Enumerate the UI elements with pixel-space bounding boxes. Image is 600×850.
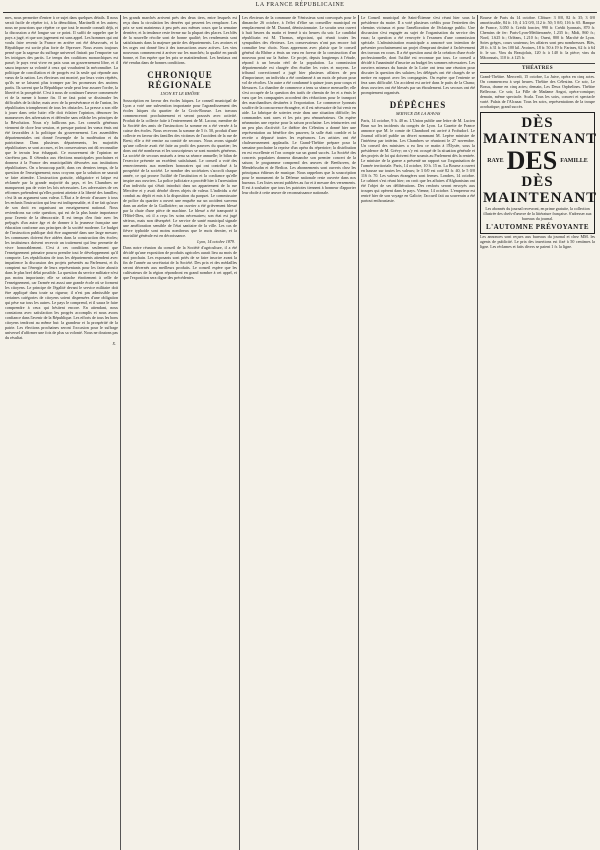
section-heading: CHRONIQUE RÉGIONALE <box>147 70 213 90</box>
article-text: les grands marchés arrivent près des deux tiers, entre lesquels est reçu dans la circulation les denrées qui peuvent les remplacer. Les prix se sont maintenus à peu près aux mêmes cours que la semaine dernière, et la tendance reste ferme sur la plupart des places. Les blés de la nouvelle récolte sont de bonne qualité; les rendements sont satisfaisants dans la majeure partie des départements. Les avoines et les orges ont donné lieu à des transactions assez actives. Les vins nouveaux commencent à arriver sur les marchés; la qualité en paraît bonne, et l'on espère que les prix se maintiendront. Les bestiaux ont été vendus dans de bonnes conditions. <box>123 15 237 65</box>
ad-center-row <box>483 147 592 174</box>
article-text: Bourse de Paris du 14 octobre. Clôture: 3 0/0, 82 fr. 35; 3 0/0 amortissable, 84 fr. 10; 4 1/2 0/0, 112 fr. 50; 5 0/0, 116 fr. 65. Banque de France, 3.050 fr. Crédit foncier, 990 fr. Crédit lyonnais, 870 fr. Chemins de fer: Paris-Lyon-Méditerranée, 1.235 fr.; Midi, 860 fr.; Nord, 1.625 fr.; Orléans, 1.210 fr.; Ouest, 800 fr. Marché de Lyon. Soies grèges, cours soutenus; les affaires sont peu nombreuses. Blés, 28 fr. à 31 fr. les 100 kil. Avoines, 18 fr. 50 à 19 fr. Farines, 62 fr. à 64 fr. le sac. Vins du Beaujolais, 120 fr. à 140 fr. la pièce; vins du Mâconnais, 110 fr. à 125 fr. <box>480 15 595 60</box>
section-heading: THÉATRES <box>480 63 595 73</box>
column-1 <box>3 15 121 850</box>
article-text: Grand-Théâtre. Mercredi, 15 octobre, La Juive, opéra en cinq actes. On commencera à sept heures. Théâtre des Célestins. Ce soir, Le Bossu, drame en cinq actes; demain, Les Deux Orphelines. Théâtre Bellecour. Ce soir, La Fille de Madame Angot, opéra-comique; demain, même spectacle. Scala. Tous les soirs, concert et spectacle varié. Palais de l'Alcazar. Tous les soirs, représentations de la troupe acrobatique; grand succès. <box>480 74 595 109</box>
ad-side-right: FAMILLE <box>560 157 588 164</box>
section-heading: DÉPÊCHES <box>389 100 447 110</box>
article-text: Les électeurs de la commune de Vénissieux sont convoqués pour le dimanche 26 octobre, à l'effet d'élire un conseiller municipal en remplacement de M. Durand, démissionnaire. Le scrutin sera ouvert à huit heures du matin et fermé à six heures du soir. Le candidat républicain est M. Thomas, négociant, qui réunit toutes les sympathies des électeurs. Les conservateurs n'ont pas encore fait connaître leur choix. Nous apprenons avec plaisir que le conseil général du Rhône a émis un vœu en faveur de la construction d'un nouveau pont sur la Saône. Ce projet, depuis longtemps à l'étude, répond à un besoin réel de la population. La commission départementale est chargée d'en étudier les voies et moyens. Le tribunal correctionnel a jugé hier plusieurs affaires de peu d'importance; un individu a été condamné à un mois de prison pour vol de récoltes. Un autre a été condamné à quinze jours pour coups et blessures. La chambre de commerce a tenu sa séance mensuelle; elle s'est occupée de la question des tarifs de chemin de fer et a émis le vœu que les compagnies accordent des réductions pour le transport des marchandises destinées à l'exportation. Le commerce lyonnais souffre de la concurrence étrangère, et il est nécessaire de lui venir en aide. La fabrique de soieries reste dans une situation difficile; les commandes sont rares et les prix peu rémunérateurs. On espère néanmoins une reprise pour la saison prochaine. Les teintureries ont un peu plus d'activité. Le théâtre des Célestins a donné hier une représentation au bénéfice des pauvres; la salle était comble et la recette a dépassé toutes les espérances. Les artistes ont été chaleureusement applaudis. Le Grand-Théâtre prépare pour la semaine prochaine la reprise d'un opéra du répertoire; la distribution en est excellente et l'on compte sur un grand succès. La Société des concerts populaires donnera dimanche son premier concert de la saison; le programme comprend des œuvres de Beethoven, de Mendelssohn et de Berlioz. Les abonnements sont ouverts chez les principaux éditeurs de musique. Nous rappelons que la souscription pour le monument de la Défense nationale reste ouverte dans nos bureaux. Les listes seront publiées au fur et à mesure des versements. Il est à souhaiter que tous les patriotes tiennent à honneur d'apporter leur obole à cette œuvre de reconnaissance nationale. <box>242 15 356 195</box>
section-subheading: LYON ET LE RHÔNE <box>160 91 200 96</box>
ad-footer-title: L'AUTOMNE PRÉVOYANTE <box>485 223 589 231</box>
column-5 <box>478 15 597 850</box>
ad-headline-bottom: DÈS MAINTENANT <box>483 174 597 206</box>
article-text: Les annonces sont reçues aux bureaux du journal et chez MM. les agents de publicité. Le prix des insertions est fixé à 50 centimes la ligne. Les réclames et faits divers se paient 1 fr. la ligne. <box>480 234 595 249</box>
columns <box>3 15 597 850</box>
signature-line: X. <box>112 341 116 346</box>
ad-headline-huge: DES <box>506 146 558 175</box>
signature-line: Lyon, 14 octobre 1879. <box>197 239 235 244</box>
ad-headline-top: DÈS MAINTENANT <box>483 115 597 147</box>
article-text: Dans notre réunion du conseil de la Société d'agriculture, il a été décidé qu'une exposition de produits agricoles aurait lieu au mois de mai prochain. Les exposants sont priés de se faire inscrire avant la fin de l'année au secrétariat de la Société. Des prix et des médailles seront décernés aux meilleurs produits. Le conseil espère que les cultivateurs de la région répondront en grand nombre à cet appel, et que l'exposition sera digne des précédentes. <box>123 245 237 280</box>
ad-body-text: Les abonnés du journal recevront, en prime gratuite, la collection illustrée des chefs-d'œuvre de la littérature française. S'adresser aux bureaux du journal. <box>483 206 592 221</box>
section-subheading: SERVICE DE LA HAVAS <box>395 111 441 116</box>
column-3 <box>240 15 359 850</box>
article-text: Paris, 14 octobre, 9 h. 40 m. L'Union publie une lettre de M. Lucien Brun sur les incidents du congrès de Lyon. La Gazette de France annonce que M. le comte de Chambord est arrivé à Frohsdorf. Le Journal officiel publie un décret nommant M. Lepère ministre de l'intérieur par intérim. Les Chambres se réuniront le 27 novembre. Un conseil des ministres a eu lieu ce matin à l'Élysée, sous la présidence de M. Grévy; on s'y est occupé de la situation générale et des projets de loi qui doivent être soumis au Parlement dès la rentrée. Le ministre de la guerre a présenté un rapport sur l'organisation de l'armée territoriale. Paris, 14 octobre, 10 h. 15 m. La Bourse a ouvert en hausse sur toutes les valeurs; le 3 0/0 est coté 82 fr. 40, le 5 0/0 116 fr. 70. Les valeurs étrangères sont fermes. Londres, 14 octobre. Le cabinet s'est réuni hier; on croit que les affaires d'Afghanistan ont été l'objet de ses délibérations. Des renforts seront envoyés aux troupes qui opèrent dans le pays. Vienne, 14 octobre. L'empereur est rentré hier de son voyage en Galicie; l'accueil fait au souverain a été partout enthousiaste. <box>361 118 475 203</box>
ad-side-left: RAYE <box>487 157 504 164</box>
article-text: mes, nous permettre d'entrer à ce sujet dans quelques détails. Il nous serait facile de répéter ici, à la démolition, Martinelli et les autres; nous ne pourrions que répéter ce que tout le monde connaît déjà, et la discussion a été longue sur ce point. Il suffit de rappeler que le pays a jugé, et que son jugement est sans appel. Les hommes qui ont voulu faire revenir la France en arrière ont été désavoués, et la République est sortie plus forte de l'épreuve. Nous avons toujours pensé que la sagesse du suffrage universel finirait par l'emporter sur les intrigues des partis. Le temps des coalitions monarchiques est passé; le pays veut vivre en paix sous un gouvernement libre, et il saura imposer sa volonté à ceux qui voudraient la méconnaître. La politique de conciliation et de progrès est la seule qui réponde aux vœux de la nation. Les électeurs ont montré, par leurs votes répétés, qu'ils ne se laissent plus tromper par les promesses des anciens partis. Ils savent que la République seule peut leur assurer l'ordre, la liberté et la prospérité. C'est à nous de continuer l'œuvre commencée et de la mener à bonne fin. Il ne faut point se dissimuler les difficultés de la tâche; mais avec de la persévérance et de l'union, les républicains triompheront de tous les obstacles. La presse a son rôle à jouer dans cette lutte: elle doit éclairer l'opinion, dénoncer les manœuvres des adversaires et défendre sans relâche les principes de la Révolution. Nous n'y faillirons pas. Les conseils généraux viennent de clore leur session, et presque partout les vœux émis ont été favorables à la politique du gouvernement. Les assemblées départementales ont donné l'exemple de la modération et du patriotisme. Dans plusieurs départements, les majorités républicaines se sont accrues, et les conservateurs ont dû reconnaître que le terrain leur échappait. Ce mouvement de l'opinion ne s'arrêtera pas. Il s'étendra aux élections municipales prochaines et donnera à la France des municipalités dévouées aux institutions républicaines. On a beaucoup parlé, dans ces derniers temps, de la question de l'enseignement; nous croyons que la solution ne saurait se faire attendre. L'instruction gratuite, obligatoire et laïque est réclamée par la grande majorité du pays, et les Chambres ne manqueront pas de voter les lois nécessaires. Les adversaires de ces réformes prétendent qu'elles portent atteinte à la liberté des familles; c'est là un argument sans valeur. L'État a le devoir d'assurer à tous les enfants l'instruction qui leur est indispensable, et il ne fait qu'user de son droit en organisant un enseignement national. Nous reviendrons sur cette question, qui est de la plus haute importance pour l'avenir de la démocratie. Il est temps d'en finir avec les préjugés d'un autre âge et de donner à la jeunesse française une éducation conforme aux principes de la société moderne. Le budget de l'instruction publique doit être augmenté dans une large mesure; les communes doivent être aidées dans la construction des écoles; les instituteurs doivent recevoir un traitement qui leur permette de vivre honorablement. C'est à ces conditions seulement que l'enseignement primaire pourra prendre tout le développement qu'il comporte. Les républicains de tous les départements attendent avec impatience la discussion des projets présentés au Parlement, et ils comptent sur l'énergie de leurs représentants pour les faire aboutir dans le plus bref délai possible. La question du service militaire n'est pas moins importante; elle se rattache étroitement à celle de l'enseignement, car l'armée est aussi une grande école où se forment les citoyens. Le principe de l'égalité devant le service militaire doit être appliqué dans toute sa rigueur; il n'est pas admissible que certaines catégories de citoyens soient dispensées d'une obligation qui pèse sur tous les autres. Le pays le comprend, et il saura le faire comprendre à ceux qui hésitent encore. En attendant, nous constatons avec satisfaction les progrès accomplis et nous avons confiance dans l'avenir de la République. Les efforts de tous les bons citoyens tendront au même but: la grandeur et la prospérité de la patrie. Les élections prochaines seront l'occasion pour le suffrage universel d'affirmer une fois de plus sa volonté. Nous ne doutons pas du résultat. <box>5 15 118 340</box>
article-text: Le Conseil municipal de Saint-Étienne s'est réuni hier sous la présidence du maire. Il a voté plusieurs crédits pour l'entretien des chemins vicinaux et pour l'amélioration de l'éclairage public. Une discussion s'est engagée au sujet de l'organisation du service des eaux; la question a été renvoyée à l'examen d'une commission spéciale. L'administration municipale a annoncé son intention de présenter prochainement un projet d'emprunt destiné à l'achèvement des travaux en cours. Il a été question aussi de la création d'une école professionnelle, dont l'utilité est reconnue par tous. Le conseil a décidé à l'unanimité d'inscrire au budget les sommes nécessaires. Les ouvriers mineurs du bassin de la Loire ont tenu une réunion pour discuter la question des salaires; les délégués ont été chargés de se mettre en rapport avec les compagnies. On espère que l'entente se fera sans difficulté. Un accident est arrivé dans le puits de la Chana; deux ouvriers ont été blessés par un éboulement. Les secours ont été promptement organisés. <box>361 15 475 95</box>
column-4 <box>359 15 478 850</box>
advertisement <box>480 112 595 234</box>
column-2 <box>121 15 240 850</box>
masthead: LA FRANCE RÉPUBLICAINE <box>3 2 597 13</box>
article-text: Souscription en faveur des écoles laïques. Le conseil municipal de Lyon a voté une subvention importante pour l'agrandissement des écoles laïques du quartier de la Croix-Rousse. Les travaux commenceront prochainement et seront poussés avec activité. Produit de la collecte faite à l'enterrement de M. Lacour, membre de la Société des amis de l'instruction: la somme en a été versée à la caisse des écoles. Nous recevons la somme de 5 fr. 50, produit d'une collecte en faveur des familles des victimes de l'accident de la rue de Brest; elle a été remise au comité de secours. Nous avons signalé qu'une collecte avait été faite au profit des pauvres du quartier; les dons ont été nombreux et les souscripteurs se sont montrés généreux. La société de secours mutuels a tenu sa séance annuelle; le bilan de l'exercice présente un excédent satisfaisant. Le conseil a voté des remerciements aux membres honoraires qui ont contribué à la prospérité de la société. Le nombre des sociétaires s'accroît chaque année, ce qui prouve l'utilité de l'institution et la confiance qu'elle inspire aux ouvriers. La police judiciaire a procédé hier à l'arrestation d'un individu qui s'était introduit dans un appartement de la rue Mercière et y avait dérobé divers objets de valeur. L'individu a été conduit au dépôt et mis à la disposition du parquet. Le commissaire de police du quartier a ouvert une enquête sur un accident survenu dans un atelier de la Guillotière; un ouvrier a été grièvement blessé par la chute d'une pièce de machine. Le blessé a été transporté à l'Hôtel-Dieu, où il a reçu les soins nécessaires; son état est jugé sérieux, mais non désespéré. Le service de santé municipal signale une amélioration sensible de l'état sanitaire de la ville. Les cas de fièvre typhoïde sont moins nombreux que le mois dernier, et la mortalité générale est en décroissance. <box>123 98 237 238</box>
